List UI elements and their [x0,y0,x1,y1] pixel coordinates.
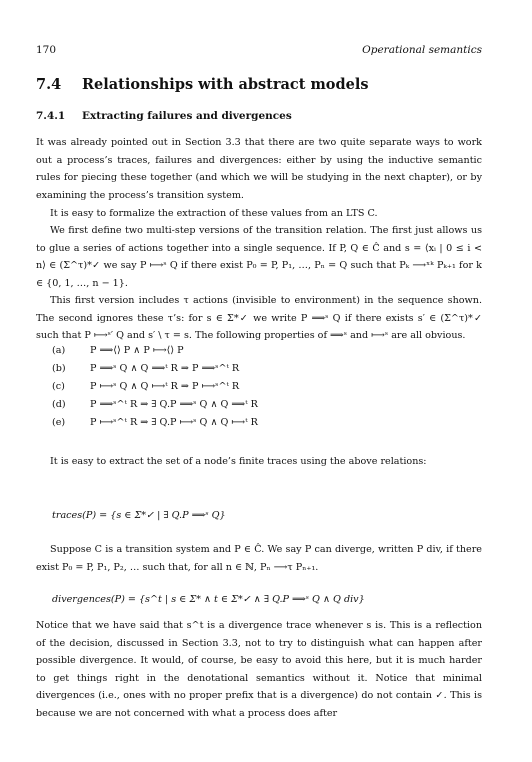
divergences-definition: divergences(P) = {s^t | s ∈ Σ* ∧ t ∈ Σ*✓ ∧ ∃ Q.P ⟹ˢ Q ∧ Q div} [52,594,365,605]
property-label: (d) [52,399,66,410]
property-label: (b) [52,363,66,374]
subsection-number: 7.4.1 [36,110,66,122]
paragraph-formalize: It is easy to formalize the extraction of these values from an LTS C. [50,208,378,219]
property-d [52,399,258,417]
subsection-title: Extracting failures and divergences [82,110,292,122]
section-title: Relationships with abstract models [82,76,369,93]
page-number: 170 [36,44,57,56]
paragraph-multistep: We first define two multi-step versions of the transition relation. The first just allows us to glue a series of actions together into a single sequence. If P, Q ∈ Ĉ and s = ⟨xᵢ | 0 ≤ i < n⟩ ∈ (Σ^τ)*✓ we say P ⟼ˢ Q if there exist P₀ = P, P₁, …, Pₙ = Q such that Pₖ ⟶ˣᵏ Pₖ₊₁ for k ∈ {0, 1, …, n − 1}. [36,225,482,289]
property-label: (c) [52,381,65,392]
traces-definition: traces(P) = {s ∈ Σ*✓ | ∃ Q.P ⟹ˢ Q} [52,510,226,521]
paragraph-tau: This first version includes τ actions (invisible to environment) in the sequence shown. The second ignores these τ’s: for s ∈ Σ*✓ we write P ⟹ˢ Q if there exists s′ ∈ (Σ^τ)*✓ such that P ⟼ˢ′ Q and s′ \ τ = s. The following properties of ⟹ˢ and ⟼ˢ are all obvious. [36,295,482,342]
property-formula: P ⟼ˢ^ᵗ R ⇒ ∃ Q.P ⟼ˢ Q ∧ Q ⟼ᵗ R [90,417,258,428]
property-label: (a) [52,345,66,356]
subsection-heading [36,110,292,122]
property-e [52,417,258,435]
property-formula: P ⟹⟨⟩ P ∧ P ⟼⟨⟩ P [90,345,184,356]
property-formula: P ⟼ˢ Q ∧ Q ⟼ᵗ R ⇒ P ⟼ˢ^ᵗ R [90,381,240,392]
property-label: (e) [52,417,66,428]
property-a [52,345,184,363]
running-title: Operational semantics [362,44,482,56]
paragraph-traces-intro: It is easy to extract the set of a node’s finite traces using the above relations: [50,456,427,467]
paragraph-intro: It was already pointed out in Section 3.3 that there are two quite separate ways to work out a process’s traces, failures and divergences: either by using the inductive semantic rules for piecing these together (and which we will be studying in the next chapter), or by examining the process’s transition system. [36,137,482,201]
property-c [52,381,239,399]
section-heading [36,76,369,93]
property-formula: P ⟹ˢ Q ∧ Q ⟹ᵗ R ⇒ P ⟹ˢ^ᵗ R [90,363,240,374]
paragraph-diverge: Suppose C is a transition system and P ∈ Ĉ. We say P can diverge, written P div, if there exist P₀ = P, P₁, P₂, … such that, for all n ∈ ℕ, Pₙ ⟶τ Pₙ₊₁. [36,544,482,573]
section-number: 7.4 [36,76,62,93]
property-b [52,363,239,381]
property-formula: P ⟹ˢ^ᵗ R ⇒ ∃ Q.P ⟹ˢ Q ∧ Q ⟹ᵗ R [90,399,258,410]
paragraph-notice: Notice that we have said that s^t is a divergence trace whenever s is. This is a reflection of the decision, discussed in Section 3.3, not to try to distinguish what can happen after possible divergence. It would, of course, be easy to avoid this here, but it is much harder to get things right in the denotational semantics without it. Notice that minimal divergences (i.e., ones with no proper prefix that is a divergence) do not contain ✓. This is because we are not concerned with what a process does after [36,620,482,719]
